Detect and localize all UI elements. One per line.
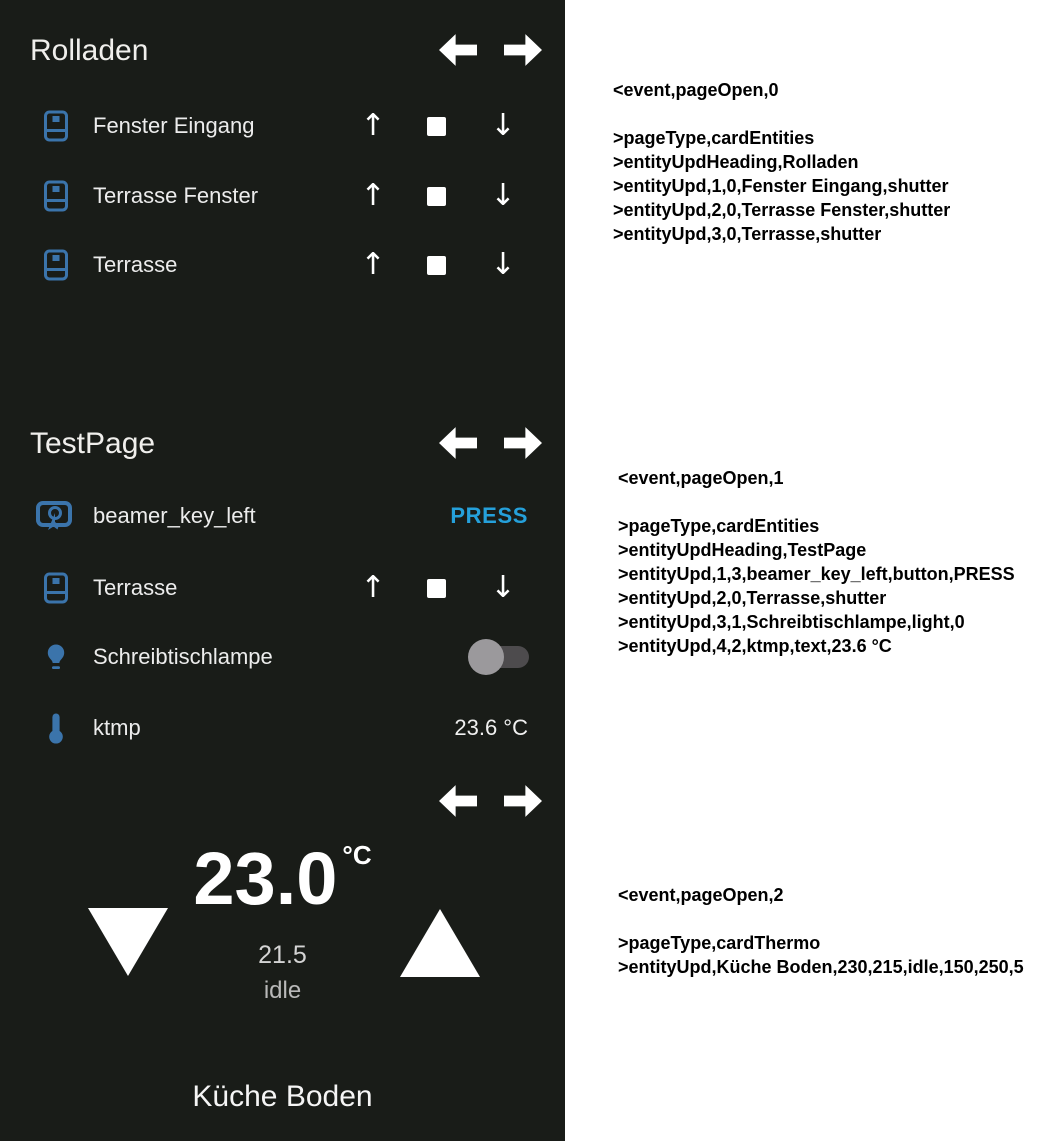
shutter-up-button[interactable]: ↑	[358, 573, 388, 603]
next-page-button[interactable]	[504, 425, 542, 461]
log-line: >pageType,cardThermo	[618, 933, 821, 953]
log-line: >entityUpd,2,0,Terrasse Fenster,shutter	[613, 200, 951, 220]
log-line: >entityUpd,1,0,Fenster Eingang,shutter	[613, 176, 949, 196]
log-line: >entityUpd,4,2,ktmp,text,23.6 °C	[618, 636, 892, 656]
left-arrow-icon	[439, 34, 477, 66]
log-line: >entityUpd,Küche Boden,230,215,idle,150,250,5	[618, 957, 1024, 977]
entity-row-schreibtischlampe	[0, 635, 565, 679]
text-entity-value: 23.6 °C	[454, 715, 528, 740]
log-block-page1	[618, 466, 1015, 658]
entity-label: Terrasse	[93, 252, 178, 277]
log-event-line: <event,pageOpen,0	[613, 80, 779, 100]
shutter-down-button[interactable]: ↓	[488, 111, 518, 141]
current-temperature-value: 23.0	[193, 837, 338, 920]
shutter-up-button[interactable]: ↑	[358, 181, 388, 211]
log-line: >entityUpd,2,0,Terrasse,shutter	[618, 588, 887, 608]
stop-square-icon	[427, 256, 446, 275]
shutter-stop-button[interactable]	[427, 255, 447, 275]
log-line: >entityUpd,1,3,beamer_key_left,button,PRESS	[618, 564, 1015, 584]
press-button[interactable]: PRESS	[450, 503, 528, 528]
entity-row-fenster-eingang	[0, 104, 565, 148]
entity-row-beamer-key-left	[0, 494, 565, 538]
next-page-button[interactable]	[504, 32, 542, 68]
toggle-knob	[468, 639, 504, 675]
prev-page-button[interactable]	[439, 425, 477, 461]
page-title: Rolladen	[30, 34, 149, 67]
shutter-stop-button[interactable]	[427, 578, 447, 598]
log-block-page2	[618, 883, 1024, 979]
shutter-up-button[interactable]: ↑	[358, 111, 388, 141]
log-event-line: <event,pageOpen,1	[618, 468, 784, 488]
right-arrow-icon	[504, 34, 542, 66]
page-title: TestPage	[30, 427, 156, 460]
log-line: >entityUpd,3,0,Terrasse,shutter	[613, 224, 882, 244]
page-nav	[439, 783, 542, 819]
log-line: >entityUpd,3,1,Schreibtischlampe,light,0	[618, 612, 965, 632]
shutter-down-button[interactable]: ↓	[488, 573, 518, 603]
shutter-down-button[interactable]: ↓	[488, 181, 518, 211]
target-temperature: 21.5	[258, 941, 307, 969]
stop-square-icon	[427, 117, 446, 136]
window-shutter-icon	[44, 111, 68, 142]
page-nav	[439, 425, 542, 461]
prev-page-button[interactable]	[439, 32, 477, 68]
entity-label: ktmp	[93, 715, 141, 740]
log-line: >entityUpdHeading,TestPage	[618, 540, 867, 560]
temperature-unit: °C	[342, 840, 372, 870]
next-page-button[interactable]	[504, 783, 542, 819]
thermometer-icon	[48, 713, 64, 744]
entity-row-terrasse	[0, 566, 565, 610]
entity-label: Terrasse	[93, 575, 178, 600]
shutter-up-button[interactable]: ↑	[358, 250, 388, 280]
shutter-stop-button[interactable]	[427, 186, 447, 206]
thermostat-title: Küche Boden	[192, 1080, 373, 1113]
entity-label: Schreibtischlampe	[93, 644, 273, 669]
entity-label: Fenster Eingang	[93, 113, 255, 138]
current-temperature	[0, 837, 565, 920]
entity-label: Terrasse Fenster	[93, 183, 259, 208]
entity-row-terrasse-fenster	[0, 174, 565, 218]
log-gap	[613, 102, 950, 126]
entity-row-terrasse	[0, 243, 565, 287]
log-gap	[618, 907, 1024, 931]
gesture-tap-button-icon	[36, 500, 73, 532]
hvac-state: idle	[263, 977, 302, 1004]
window-shutter-icon	[44, 573, 68, 604]
log-block-page0	[613, 78, 950, 246]
light-toggle-switch[interactable]	[468, 639, 529, 675]
right-arrow-icon	[504, 427, 542, 459]
log-event-line: <event,pageOpen,2	[618, 885, 784, 905]
right-arrow-icon	[504, 785, 542, 817]
page-nav	[439, 32, 542, 68]
window-shutter-icon	[44, 250, 68, 281]
shutter-stop-button[interactable]	[427, 116, 447, 136]
window-shutter-icon	[44, 181, 68, 212]
log-gap	[618, 490, 1015, 514]
lightbulb-icon	[46, 644, 66, 671]
log-line: >pageType,cardEntities	[618, 516, 820, 536]
left-arrow-icon	[439, 785, 477, 817]
stop-square-icon	[427, 579, 446, 598]
stop-square-icon	[427, 187, 446, 206]
left-arrow-icon	[439, 427, 477, 459]
log-line: >pageType,cardEntities	[613, 128, 815, 148]
prev-page-button[interactable]	[439, 783, 477, 819]
log-line: >entityUpdHeading,Rolladen	[613, 152, 859, 172]
shutter-down-button[interactable]: ↓	[488, 250, 518, 280]
entity-label: beamer_key_left	[93, 503, 256, 528]
entity-row-ktmp	[0, 706, 565, 750]
